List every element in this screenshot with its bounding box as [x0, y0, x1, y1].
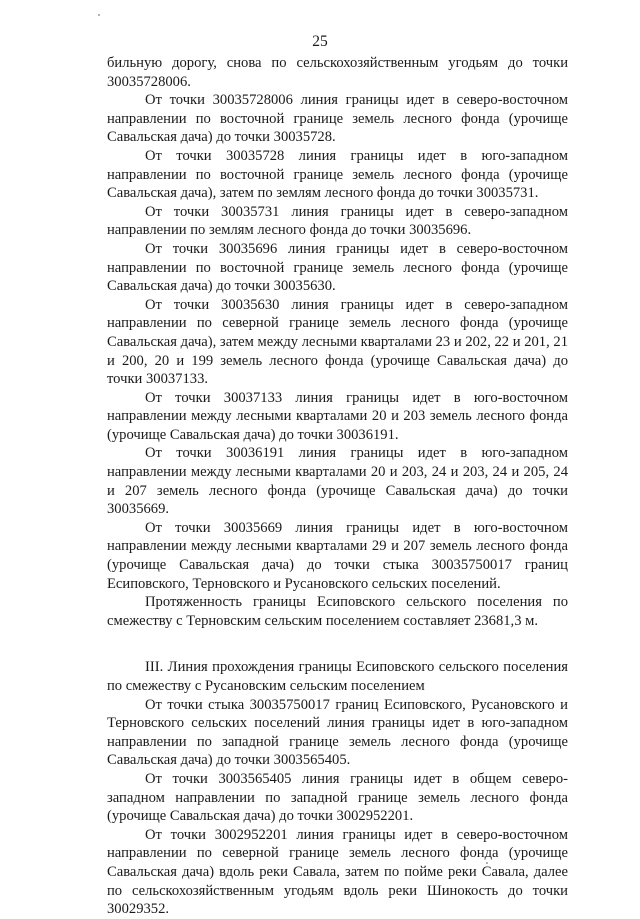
paragraph: От точки 30035728006 линия границы идет в северо-восточном направлении по восточной границе земель лесного фонда (урочище Савальская дача) до точки 30035728.: [107, 92, 568, 146]
paragraph: От точки 30035696 линия границы идет в северо-восточном направлении по восточной границе земель лесного фонда (урочище Савальская дача) до точки 30035630.: [107, 240, 568, 295]
scan-speck: [98, 14, 100, 16]
page-number: 25: [312, 33, 328, 50]
paragraph-continuation: бильную дорогу, снова по сельскохозяйственным угодьям до точки 30035728006.: [107, 55, 568, 90]
paragraph: От точки 3003565405 линия границы идет в общем северо-западном направлении по западной границе земель лесного фонда (урочище Савальская дача) до точки 3002952201.: [107, 770, 568, 825]
section-heading: III. Линия прохождения границы Есиповского сельского поселения по смежеству с Русановским сельским поселением: [107, 659, 568, 694]
scan-speck: [486, 862, 488, 864]
paragraph: От точки 30035669 линия границы идет в юго-восточном направлении между лесными кварталами 29 и 207 земель лесного фонда (урочище Савальская дача) до точки стыка 30035750017 границ Есиповского, Терновского и Русановского сельских поселений.: [107, 519, 568, 592]
paragraph: От точки 30035731 линия границы идет в северо-западном направлении по землям лесного фонда до точки 30035696.: [107, 203, 568, 239]
document-body: [107, 54, 568, 919]
section-gap: [107, 630, 568, 658]
paragraph-length-summary: Протяженность границы Есиповского сельского поселения по смежеству с Терновским сельским поселением составляет 23681,3 м.: [107, 594, 568, 629]
paragraph: От точки 30036191 линия границы идет в юго-западном направлении между лесными кварталами 20 и 203, 24 и 203, 24 и 205, 24 и 207 земель лесного фонда (урочище Савальская дача) до точки 30035669.: [107, 445, 568, 518]
paragraph: От точки 30035630 линия границы идет в северо-западном направлении по северной границе земель лесного фонда (урочище Савальская дача), затем между лесными кварталами 23 и 202, 22 и 201, 21 и 200, 20 и 199 земель лесного фонда (урочище Савальская дача) до точки 30037133.: [107, 296, 568, 388]
paragraph: От точки 3002952201 линия границы идет в северо-восточном направлении по северной границе земель лесного фонда (урочище Савальская дача) вдоль реки Савала, затем по пойме реки Савала, далее по сельскохозяйственным угодьям вдоль реки Шинокость до точки 30029352.: [107, 826, 568, 918]
paragraph: От точки 30035728 линия границы идет в юго-западном направлении по восточной границе земель лесного фонда (урочище Савальская дача), затем по землям лесного фонда до точки 30035731.: [107, 147, 568, 202]
paragraph: От точки стыка 30035750017 границ Есиповского, Русановского и Терновского сельских поселений линия границы идет в юго-западном направлении по западной границе земель лесного фонда (урочище Савальская дача) до точки 3003565405.: [107, 696, 568, 769]
paragraph: От точки 30037133 линия границы идет в юго-восточном направлении между лесными кварталами 20 и 203 земель лесного фонда (урочище Савальская дача) до точки 30036191.: [107, 389, 568, 443]
